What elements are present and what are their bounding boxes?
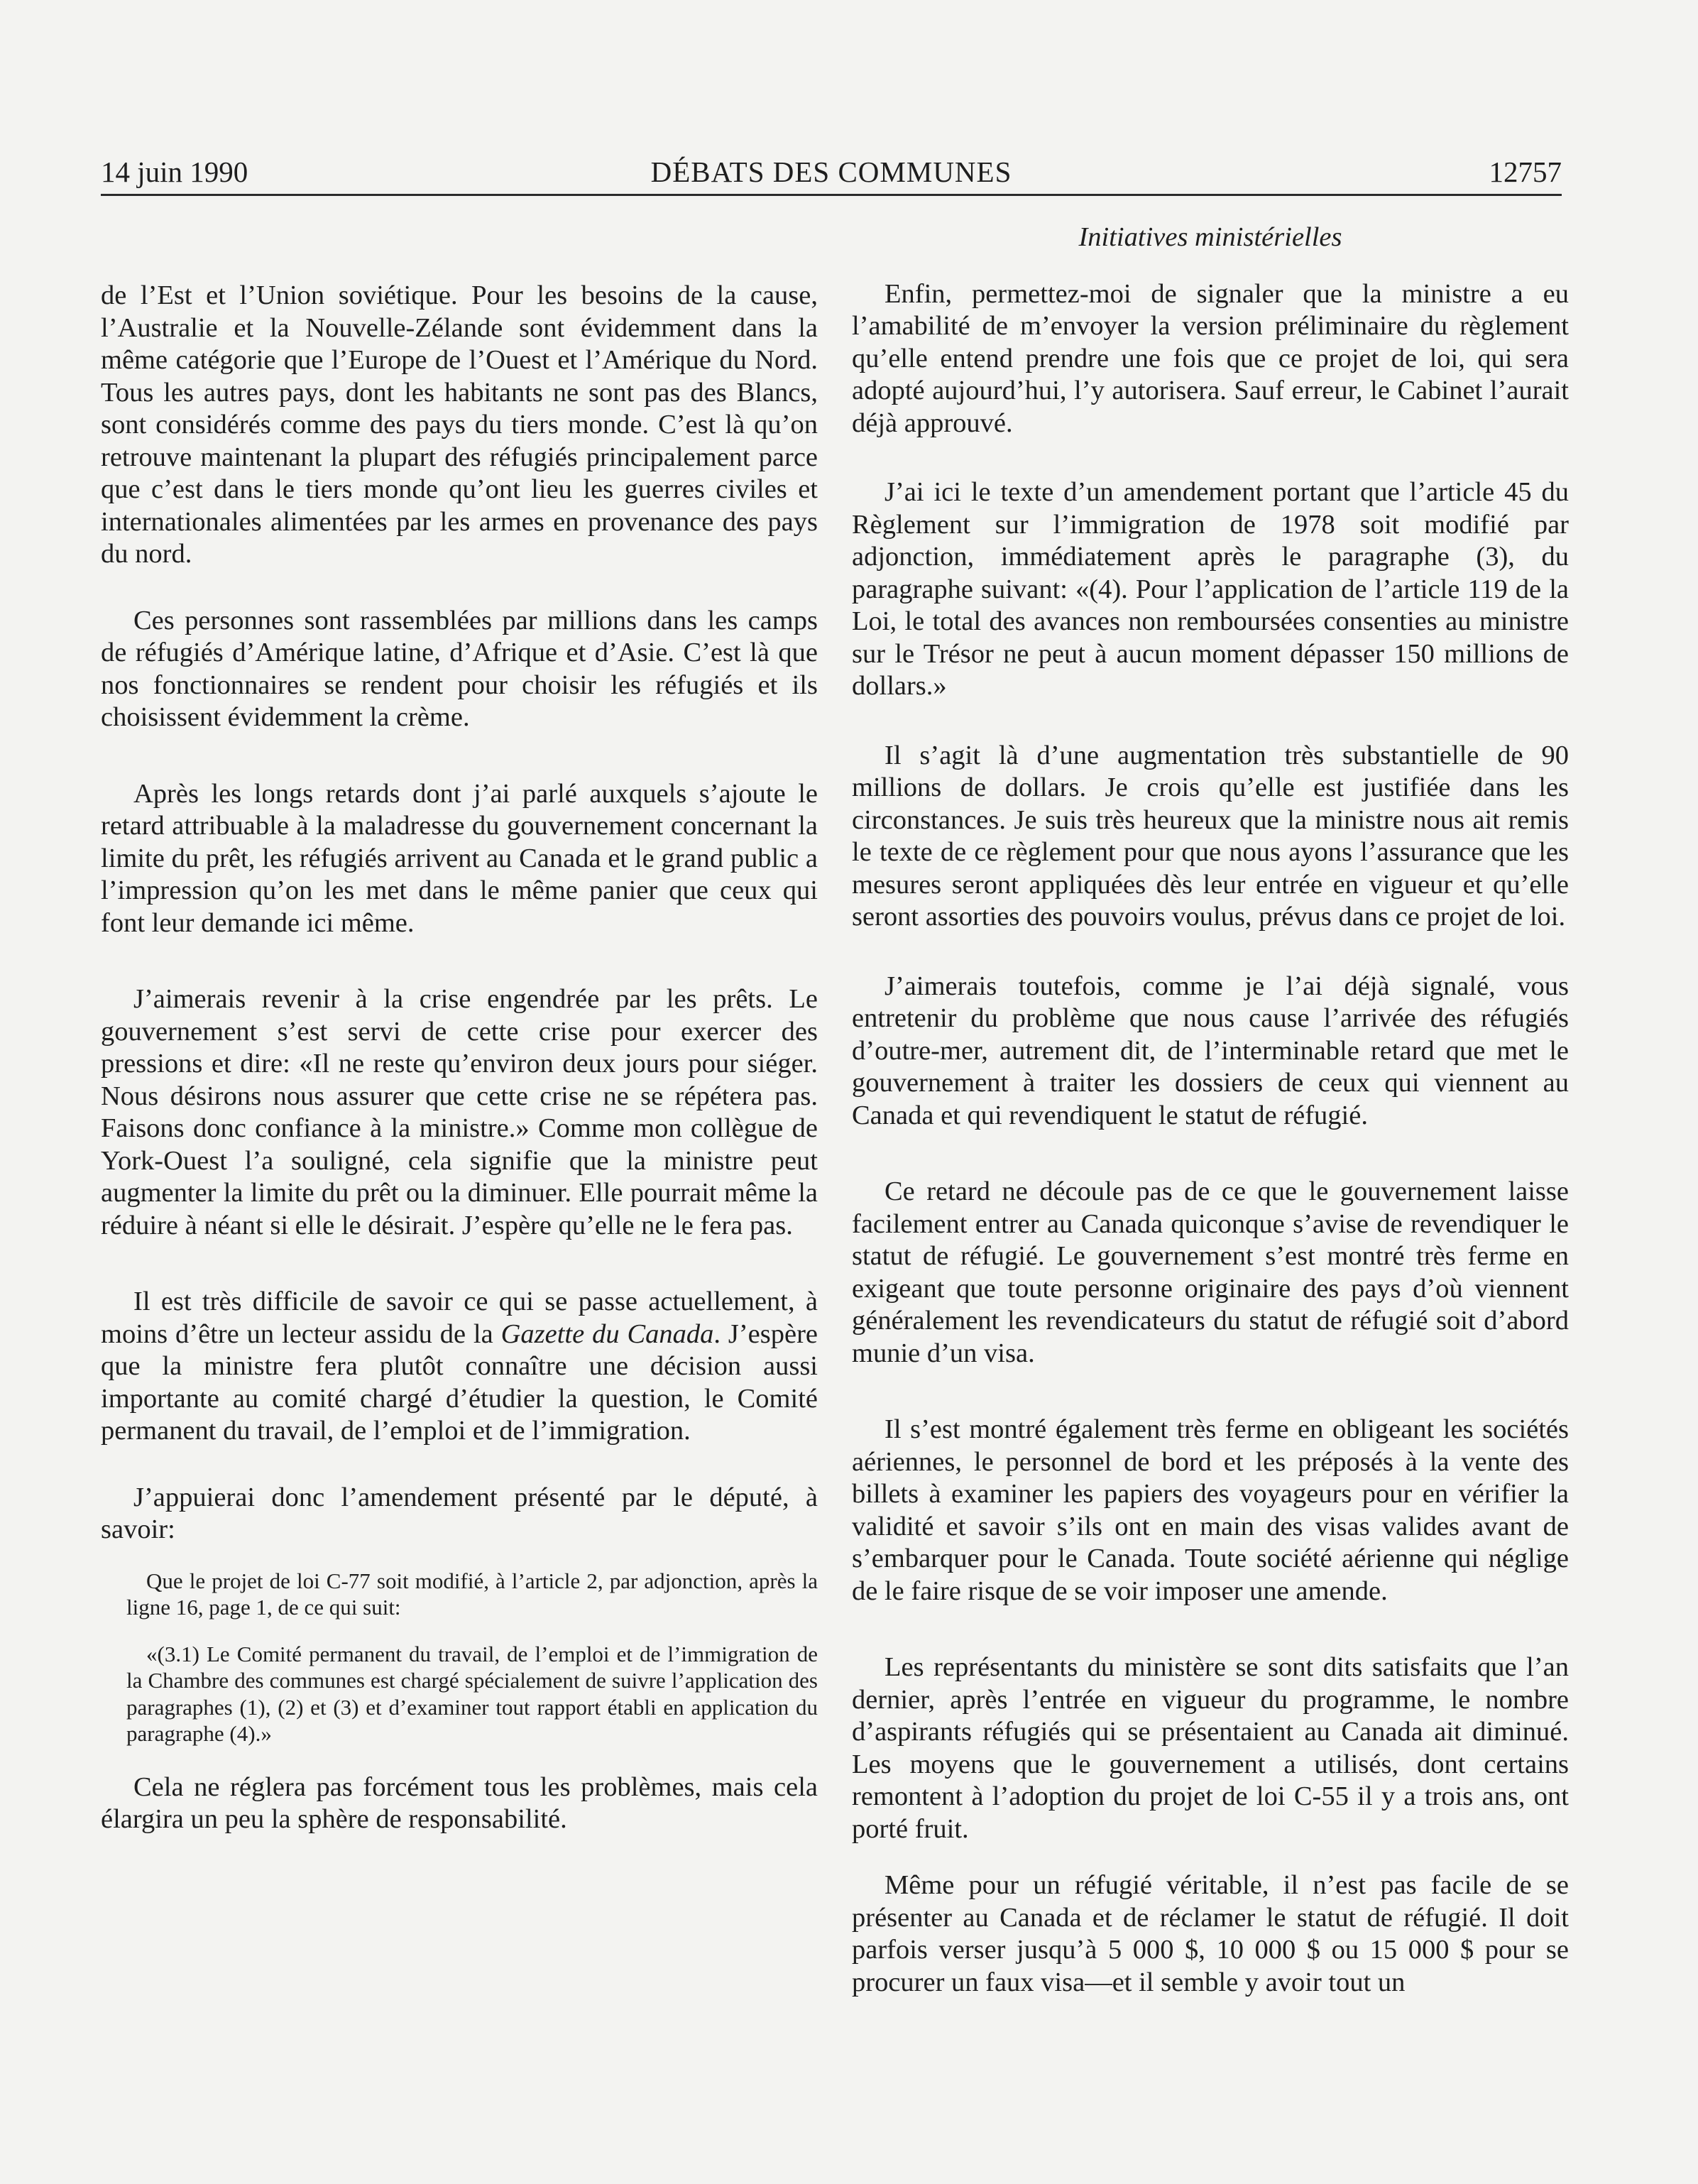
paragraph: Ce retard ne découle pas de ce que le gouvernement laisse facilement entrer au Canada quiconque s’avise de revendiquer le statut de réfugié. Le gouvernement s’est montré très ferme en exigeant que toute personne originaire des pays d’où viennent généralement les revendicateurs du statut de réfugié soit d’abord munie d’un visa. [852,1176,1569,1368]
paragraph: Après les longs retards dont j’ai parlé auxquels s’ajoute le retard attribuable à la maladresse du gouvernement concernant la limite du prêt, les réfugiés arrivent au Canada et le grand public a l’impression qu’on les met dans le même panier que ceux qui font leur demande ici même. [101,778,818,938]
page-header [101,152,1562,192]
paragraph [101,1286,818,1448]
paragraph: Même pour un réfugié véritable, il n’est pas facile de se présenter au Canada et de réclamer le statut de réfugié. Il doit parfois verser jusqu’à 5 000 $, 10 000 $ ou 15 000 $ pour se procurer un faux visa—et il semble y avoir tout un [852,1870,1569,1997]
right-column [852,222,1569,1999]
paragraph-text: . J’espère que la ministre fera plutôt connaître une décision aussi importante au comité chargé d’étudier la question, le Comité permanent du travail, de l’emploi et de l’immigration. [101,1318,818,1446]
header-title: DÉBATS DES COMMUNES [650,155,1012,188]
paragraph: J’appuierai donc l’amendement présenté par le député, à savoir: [101,1482,818,1544]
block-quote [126,1568,818,1621]
publication-title: Gazette du Canada [500,1318,714,1349]
block-quote [126,1641,818,1747]
paragraph: Enfin, permettez-moi de signaler que la ministre a eu l’amabilité de m’envoyer la version préliminaire du règlement qu’elle entend prendre une fois que ce projet de loi, qui sera adopté aujourd’hui, l’y autorisera. Sauf erreur, le Cabinet l’aurait déjà approuvé. [852,278,1569,438]
header-date: 14 juin 1990 [101,155,248,188]
header-rule [101,194,1562,196]
paragraph-text: Il est très difficile de savoir ce qui se passe actuellement, à moins d’être un lecteur assidu de la [101,1287,818,1349]
quote-text: «(3.1) Le Comité permanent du travail, de l’emploi et de l’immigration de la Chambre des communes est chargé spécialement de suivre l’application des paragraphes (1), (2) et (3) et d’examiner tout rapport établi en application du paragraphe (4).» [126,1641,818,1746]
header-page-number: 12757 [1489,155,1562,188]
paragraph: Il s’agit là d’une augmentation très substantielle de 90 millions de dollars. Je crois qu’elle est justifiée dans les circonstances. Je suis très heureux que la ministre nous ait remis le texte de ce règlement pour que nous ayons l’assurance que les mesures seront appliquées dès leur entrée en vigueur et qu’elle seront assorties des pouvoirs voulus, prévus dans ce projet de loi. [852,740,1569,932]
paragraph: Cela ne réglera pas forcément tous les problèmes, mais cela élargira un peu la sphère de responsabilité. [101,1771,818,1834]
paragraph: J’aimerais toutefois, comme je l’ai déjà signalé, vous entretenir du problème que nous cause l’arrivée des réfugiés d’outre-mer, autrement dit, de l’interminable retard que met le gouvernement à traiter les dossiers de ceux qui viennent au Canada et qui revendiquent le statut de réfugié. [852,971,1569,1130]
paragraph: Il s’est montré également très ferme en obligeant les sociétés aériennes, le personnel de bord et les préposés à la vente des billets à examiner les papiers des voyageurs pour en vérifier la validité et savoir s’ils ont en main des visas valides avant de s’embarquer pour le Canada. Toute société aérienne qui néglige de le faire risque de se voir imposer une amende. [852,1414,1569,1606]
left-column [101,280,818,1870]
paragraph: J’ai ici le texte d’un amendement portant que l’article 45 du Règlement sur l’immigration de 1978 soit modifié par adjonction, immédiatement après le paragraphe (3), du paragraphe suivant: «(4). Pour l’application de l’article 119 de la Loi, le total des avances non remboursées consenties au ministre sur le Trésor ne peut à aucun moment dépasser 150 millions de dollars.» [852,477,1569,701]
paragraph: J’aimerais revenir à la crise engendrée par les prêts. Le gouvernement s’est servi de cette crise pour exercer des pressions et dire: «Il ne reste qu’environ deux jours pour siéger. Nous désirons nous assurer que cette crise ne se répétera pas. Faisons donc confiance à la ministre.» Comme mon collègue de York-Ouest l’a souligné, cela signifie que la ministre peut augmenter la limite du prêt ou la diminuer. Elle pourrait même la réduire à néant si elle le désirait. J’espère qu’elle ne le fera pas. [101,984,818,1240]
paragraph: de l’Est et l’Union soviétique. Pour les besoins de la cause, l’Australie et la Nouvelle-Zélande sont évidemment dans la même catégorie que l’Europe de l’Ouest et l’Amérique du Nord. Tous les autres pays, dont les habitants ne sont pas des Blancs, sont considérés comme des pays du tiers monde. C’est là qu’on retrouve maintenant la plupart des réfugiés principalement parce que c’est dans le tiers monde qu’ont lieu les guerres civiles et internationales alimentées par les armes en provenance des pays du nord. [101,280,818,569]
paragraph: Les représentants du ministère se sont dits satisfaits que l’an dernier, après l’entrée en vigueur du programme, le nombre d’aspirants réfugiés qui se présentaient au Canada ait diminué. Les moyens que le gouvernement a utilisés, dont certains remontent à l’adoption du projet de loi C-55 il y a trois ans, ont porté fruit. [852,1652,1569,1844]
running-head: Initiatives ministérielles [1078,222,1342,252]
quote-text: Que le projet de loi C-77 soit modifié, à l’article 2, par adjonction, après la ligne 16, page 1, de ce qui suit: [126,1568,818,1620]
paragraph: Ces personnes sont rassemblées par millions dans les camps de réfugiés d’Amérique latine, d’Afrique et d’Asie. C’est là que nos fonctionnaires se rendent pour choisir les réfugiés et ils choisissent évidemment la crème. [101,605,818,732]
